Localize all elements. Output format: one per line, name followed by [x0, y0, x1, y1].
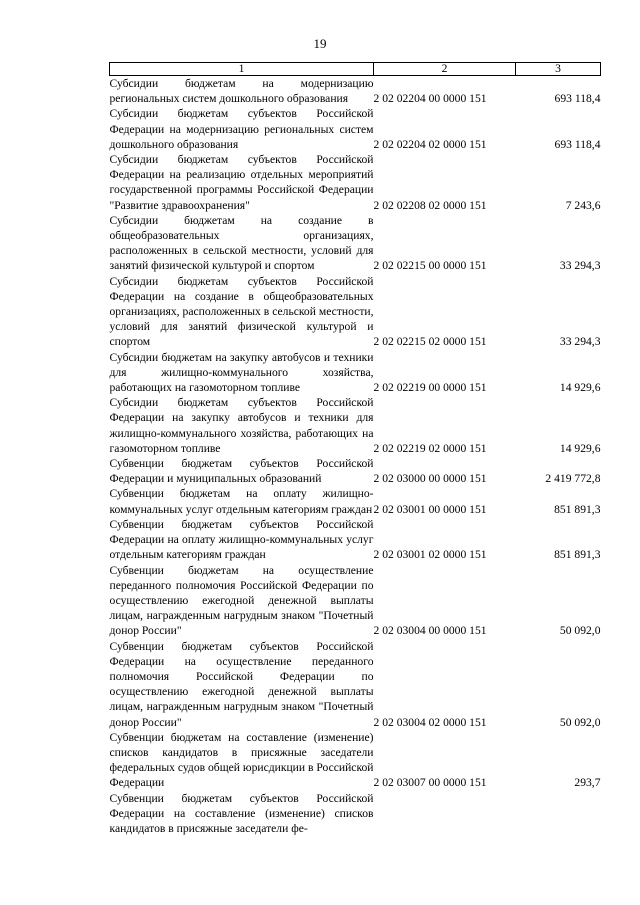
table-row — [110, 395, 601, 456]
table-row — [110, 76, 601, 107]
row-description: Субвенции бюджетам на осуществление переданного полномочия Российской Федерации по осуществлению ежегодной денежной выплаты лицам, награжденным нагрудным знаком "Почетный донор России" — [109, 563, 374, 638]
table-row — [110, 456, 601, 486]
row-amount: 14 929,6 — [559, 441, 601, 455]
row-amount: 50 092,0 — [559, 624, 601, 638]
row-code: 2 02 03001 02 0000 151 — [373, 548, 487, 562]
row-amount: 14 929,6 — [559, 381, 601, 395]
row-amount — [516, 791, 601, 837]
row-amount: 2 419 772,8 — [545, 472, 601, 486]
budget-table — [109, 62, 601, 836]
row-code: 2 02 02208 02 0000 151 — [373, 198, 487, 212]
row-amount: 851 891,3 — [554, 502, 601, 516]
table-row — [110, 274, 601, 350]
row-description: Субсидии бюджетам субъектов Российской Федерации на создание в общеобразовательных организациях, расположенных в сельской местности, условий для занятий физической культурой и спортом — [109, 274, 374, 349]
row-code: 2 02 02219 02 0000 151 — [373, 441, 487, 455]
row-code: 2 02 03000 00 0000 151 — [373, 472, 487, 486]
row-description: Субсидии бюджетам на создание в общеобразовательных организациях, расположенных в сельской местности, условий для занятий физической культурой и спортом — [109, 213, 374, 273]
row-description: Субвенции бюджетам субъектов Российской Федерации на составление (изменение) списков кандидатов в присяжные заседатели фе- — [109, 791, 374, 835]
table-row — [110, 152, 601, 213]
row-description: Субвенции бюджетам на оплату жилищно-коммунальных услуг отдельным категориям граждан — [109, 487, 374, 516]
table-row — [110, 106, 601, 152]
row-code: 2 02 03001 00 0000 151 — [373, 502, 487, 516]
row-code: 2 02 03007 00 0000 151 — [373, 776, 487, 790]
row-amount: 33 294,3 — [559, 259, 601, 273]
table-row — [110, 486, 601, 516]
row-amount: 851 891,3 — [554, 548, 601, 562]
table-row — [110, 791, 601, 837]
row-code — [374, 791, 516, 837]
row-code: 2 02 02204 02 0000 151 — [373, 137, 487, 151]
row-code: 2 02 02204 00 0000 151 — [373, 92, 487, 106]
row-code: 2 02 03004 00 0000 151 — [373, 624, 487, 638]
table-row — [110, 517, 601, 563]
table-row — [110, 730, 601, 791]
row-code: 2 02 03004 02 0000 151 — [373, 715, 487, 729]
row-description: Субвенции бюджетам субъектов Российской Федерации на оплату жилищно-коммунальных услуг отдельным категориям граждан — [109, 517, 374, 562]
row-amount: 693 118,4 — [554, 137, 601, 151]
table-row — [110, 350, 601, 396]
row-description: Субвенции бюджетам субъектов Российской Федерации и муниципальных образований — [109, 457, 374, 486]
row-amount: 293,7 — [574, 776, 601, 790]
row-code: 2 02 02219 00 0000 151 — [373, 381, 487, 395]
row-description: Субсидии бюджетам субъектов Российской Федерации на модернизацию региональных систем дошкольного образования — [109, 107, 374, 151]
column-header-2: 2 — [374, 63, 516, 76]
row-description: Субвенции бюджетам на составление (изменение) списков кандидатов в присяжные заседатели федеральных судов общей юрисдикции в Российской Федерации — [109, 730, 374, 790]
row-description: Субсидии бюджетам на модернизацию региональных систем дошкольного образования — [109, 77, 374, 106]
table-header-row — [110, 63, 601, 76]
row-amount: 33 294,3 — [559, 335, 601, 349]
row-description: Субсидии бюджетам на закупку автобусов и техники для жилищно-коммунального хозяйства, работающих на газомоторном топливе — [109, 350, 374, 395]
row-amount: 7 243,6 — [565, 198, 601, 212]
row-code: 2 02 02215 00 0000 151 — [373, 259, 487, 273]
row-description: Субвенции бюджетам субъектов Российской Федерации на осуществление переданного полномочия Российской Федерации по осуществлению ежегодной денежной выплаты лицам, награжденным нагрудным знаком "Почетный донор России" — [109, 639, 374, 729]
page-number: 19 — [313, 36, 327, 51]
table-row — [110, 213, 601, 274]
table-row — [110, 563, 601, 639]
row-description: Субсидии бюджетам субъектов Российской Федерации на реализацию отдельных мероприятий государственной программы Российской Федерации "Развитие здравоохранения" — [109, 153, 374, 212]
column-header-1: 1 — [110, 63, 374, 76]
table-row — [110, 639, 601, 730]
row-amount: 50 092,0 — [559, 715, 601, 729]
column-header-3: 3 — [516, 63, 601, 76]
row-amount: 693 118,4 — [554, 92, 601, 106]
row-code: 2 02 02215 02 0000 151 — [373, 335, 487, 349]
row-description: Субсидии бюджетам субъектов Российской Федерации на закупку автобусов и техники для жилищно-коммунального хозяйства, работающих на газомоторном топливе — [109, 396, 374, 455]
